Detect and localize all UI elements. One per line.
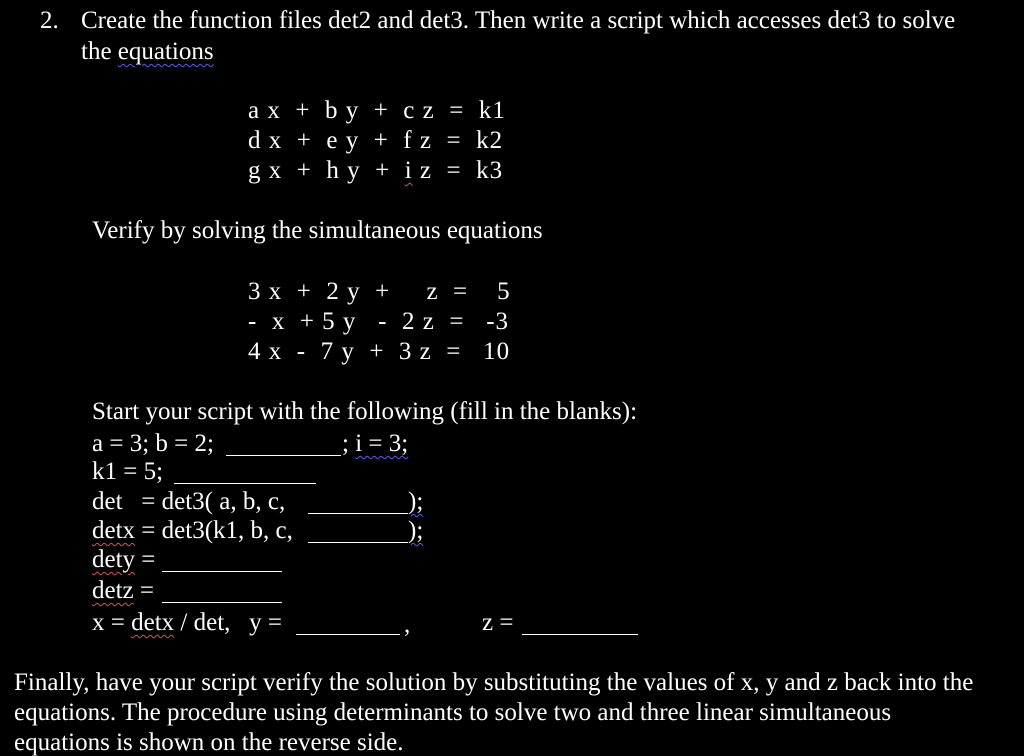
finally-line-3: equations is shown on the reverse side. — [14, 729, 404, 756]
script-line-6-eq: = — [133, 577, 154, 604]
script-line-4-rest: = det3(k1, b, c, — [135, 517, 293, 544]
blank-dety — [162, 571, 282, 572]
blank-y — [296, 634, 400, 635]
finally-line-1: Finally, have your script verify the solution by substituting the values of x, y and z back into the — [14, 669, 974, 696]
equations-word: equations — [117, 38, 214, 65]
script-line-3-end: ); — [408, 488, 424, 515]
script-line-1-sep: ; — [342, 430, 356, 457]
script-line-7-comma: , — [404, 611, 411, 638]
general-equation-1: a x + b y + c z = k1 — [248, 97, 506, 124]
problem-line-1: Create the function files det2 and det3. Then write a script which accesses det3 to solve — [81, 7, 956, 34]
detx-word: detx — [92, 517, 136, 544]
blank-c — [226, 455, 341, 456]
general-equation-2: d x + e y + f z = k2 — [248, 127, 504, 154]
dety-word: dety — [92, 546, 136, 573]
blank-k2-k3 — [174, 483, 316, 484]
script-line-1-end — [342, 431, 408, 456]
problem-number: 2. — [40, 7, 59, 34]
blank-z — [522, 634, 638, 635]
script-intro: Start your script with the following (fill in the blanks): — [92, 398, 638, 425]
script-z-label: z = — [482, 609, 514, 636]
specific-equation-2: - x + 5 y - 2 z = -3 — [248, 308, 510, 335]
specific-equation-1: 3 x + 2 y + z = 5 — [248, 278, 511, 305]
specific-equation-3: 4 x - 7 y + 3 z = 10 — [248, 338, 511, 365]
script-line-1-start: a = 3; b = 2; — [92, 430, 214, 457]
script-line-7 — [92, 610, 282, 635]
verify-heading: Verify by solving the simultaneous equations — [92, 217, 543, 244]
detz-word: detz — [92, 577, 134, 604]
script-i-assignment: i = 3; — [355, 430, 409, 457]
general-equation-3-suffix: z = k3 — [412, 157, 504, 184]
script-line-5-eq: = — [135, 546, 156, 573]
detx-word-2: detx — [131, 609, 175, 636]
finally-line-2: equations. The procedure using determinants to solve two and three linear simultaneous — [14, 699, 892, 726]
blank-detz — [162, 602, 282, 603]
blank-det-args — [308, 513, 408, 514]
blank-detx-args — [308, 542, 408, 543]
script-line-3-start: det = det3( a, b, c, — [92, 488, 286, 515]
general-equation-3-prefix: g x + h y + — [248, 157, 405, 184]
problem-line-2 — [81, 39, 214, 64]
script-line-6 — [92, 578, 154, 603]
script-line-4 — [92, 518, 293, 543]
script-line-2: k1 = 5; — [92, 458, 164, 485]
script-line-4-end: ); — [408, 517, 424, 544]
general-equation-3 — [248, 158, 503, 183]
problem-line-2-prefix: the — [81, 38, 118, 65]
variable-i: i — [404, 157, 413, 184]
script-line-7-mid: / det, y = — [174, 609, 282, 636]
script-line-5 — [92, 547, 155, 572]
script-x-label: x = — [92, 609, 132, 636]
